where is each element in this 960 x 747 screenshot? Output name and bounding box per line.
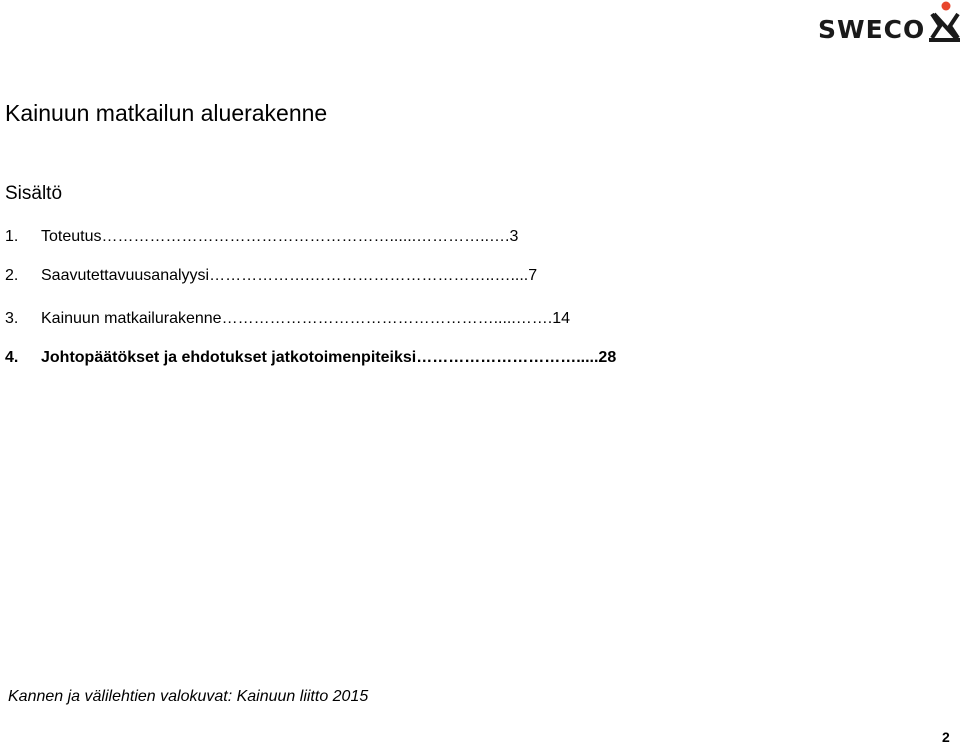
toc-item-leader: ……………….……………………………..….... [209,267,529,284]
toc-item-page: 7 [528,267,538,284]
toc-item-number: 4. [5,349,19,366]
sweco-mark-icon [924,0,960,44]
toc-item-label: Toteutus [41,228,102,245]
toc-item-label: Saavutettavuusanalyysi [41,267,210,284]
toc-heading: Sisältö [5,183,63,204]
toc-item-leader: …………………………………………….....……. [221,310,553,327]
toc-item-label: Johtopäätökset ja ehdotukset jatkotoimenpiteiksi [41,349,417,366]
logo-wordmark: SWECO [818,15,926,44]
sweco-logo [818,0,960,48]
photo-credit: Kannen ja välilehtien valokuvat: Kainuun liitto 2015 [8,688,369,705]
toc-item-page: 14 [552,310,571,327]
toc-item-page: 28 [598,349,617,366]
toc-item-number: 2. [5,267,19,284]
toc-item-label: Kainuun matkailurakenne [41,310,222,327]
toc-item-page: 3 [509,228,519,245]
toc-item-saavutettavuusanalyysi[interactable] [5,266,537,286]
toc-item-number: 3. [5,310,19,327]
toc-item-number: 1. [5,228,19,245]
toc-item-leader: ………………………………………………......…………..…. [101,228,510,245]
toc-item-johtopaatokset[interactable] [5,348,616,368]
toc-item-toteutus[interactable] [5,227,518,247]
page-title: Kainuun matkailun aluerakenne [5,100,328,126]
toc-item-leader: …………………………..... [416,349,599,366]
page-number: 2 [942,729,950,745]
toc-item-matkailurakenne[interactable] [5,309,570,329]
